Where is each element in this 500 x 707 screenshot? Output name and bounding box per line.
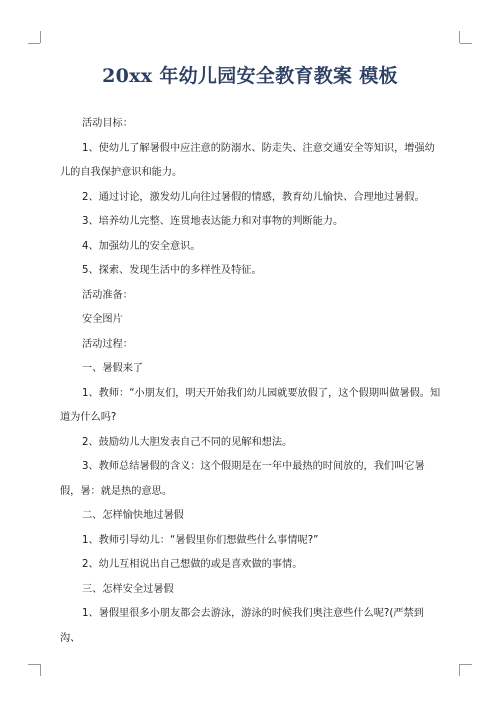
paragraph: 二、怎样愉快地过暑假 [82, 510, 184, 521]
crop-mark-top-right-h [460, 43, 472, 44]
paragraph: 2、鼓励幼儿大胆发表自己不同的见解和想法。 [82, 436, 293, 448]
paragraph: 1、教师：“小朋友们，明天开始我们幼儿园就要放假了，这个假期叫做暑假。知道为什么吗? [60, 387, 441, 423]
paragraph: 5、探索、发现生活中的多样性及特征。 [82, 265, 262, 276]
document-title: 20xx 年幼儿园安全教育教案 模板 [102, 65, 398, 87]
paragraph: 活动准备： [82, 289, 133, 301]
paragraph: 1、暑假里很多小朋友都会去游泳，游泳的时候我们奥注意些什么呢?(严禁到沟、 [60, 608, 424, 644]
crop-mark-bottom-left-v [40, 664, 41, 676]
paragraph: 2、通过讨论，激发幼儿向往过暑假的情感，教育幼儿愉快、合理地过暑假。 [82, 191, 425, 203]
paragraph: 活动目标： [82, 118, 133, 129]
paragraph: 三、怎样安全过暑假 [82, 583, 174, 595]
paragraph: 安全图片 [82, 314, 123, 325]
paragraph: 3、教师总结暑假的含义：这个假期是在一年中最热的时间放的，我们叫它暑假，暑：就是热的意思。 [60, 461, 425, 497]
paragraph: 3、培养幼儿完整、连贯地表达能力和对事物的判断能力。 [82, 216, 344, 227]
paragraph: 1、教师引导幼儿：“暑假里你们想做些什么事情呢?” [82, 534, 319, 546]
paragraph: 4、加强幼儿的安全意识。 [82, 240, 201, 252]
paragraph: 1、使幼儿了解暑假中应注意的防溺水、防走失、注意交通安全等知识，增强幼儿的自我保护意识和能力。 [60, 142, 435, 178]
paragraph: 2、幼儿互相说出自己想做的或是喜欢做的事情。 [82, 559, 303, 570]
crop-mark-bottom-right-v [459, 664, 460, 676]
crop-mark-bottom-left-h [28, 664, 40, 665]
document-body [60, 112, 444, 651]
crop-mark-bottom-right-h [460, 664, 472, 665]
crop-mark-top-left-v [40, 31, 41, 43]
crop-mark-top-right-v [459, 31, 460, 43]
paragraph: 活动过程： [82, 338, 133, 350]
crop-mark-top-left-h [28, 43, 40, 44]
paragraph: 一、暑假来了 [82, 363, 144, 374]
